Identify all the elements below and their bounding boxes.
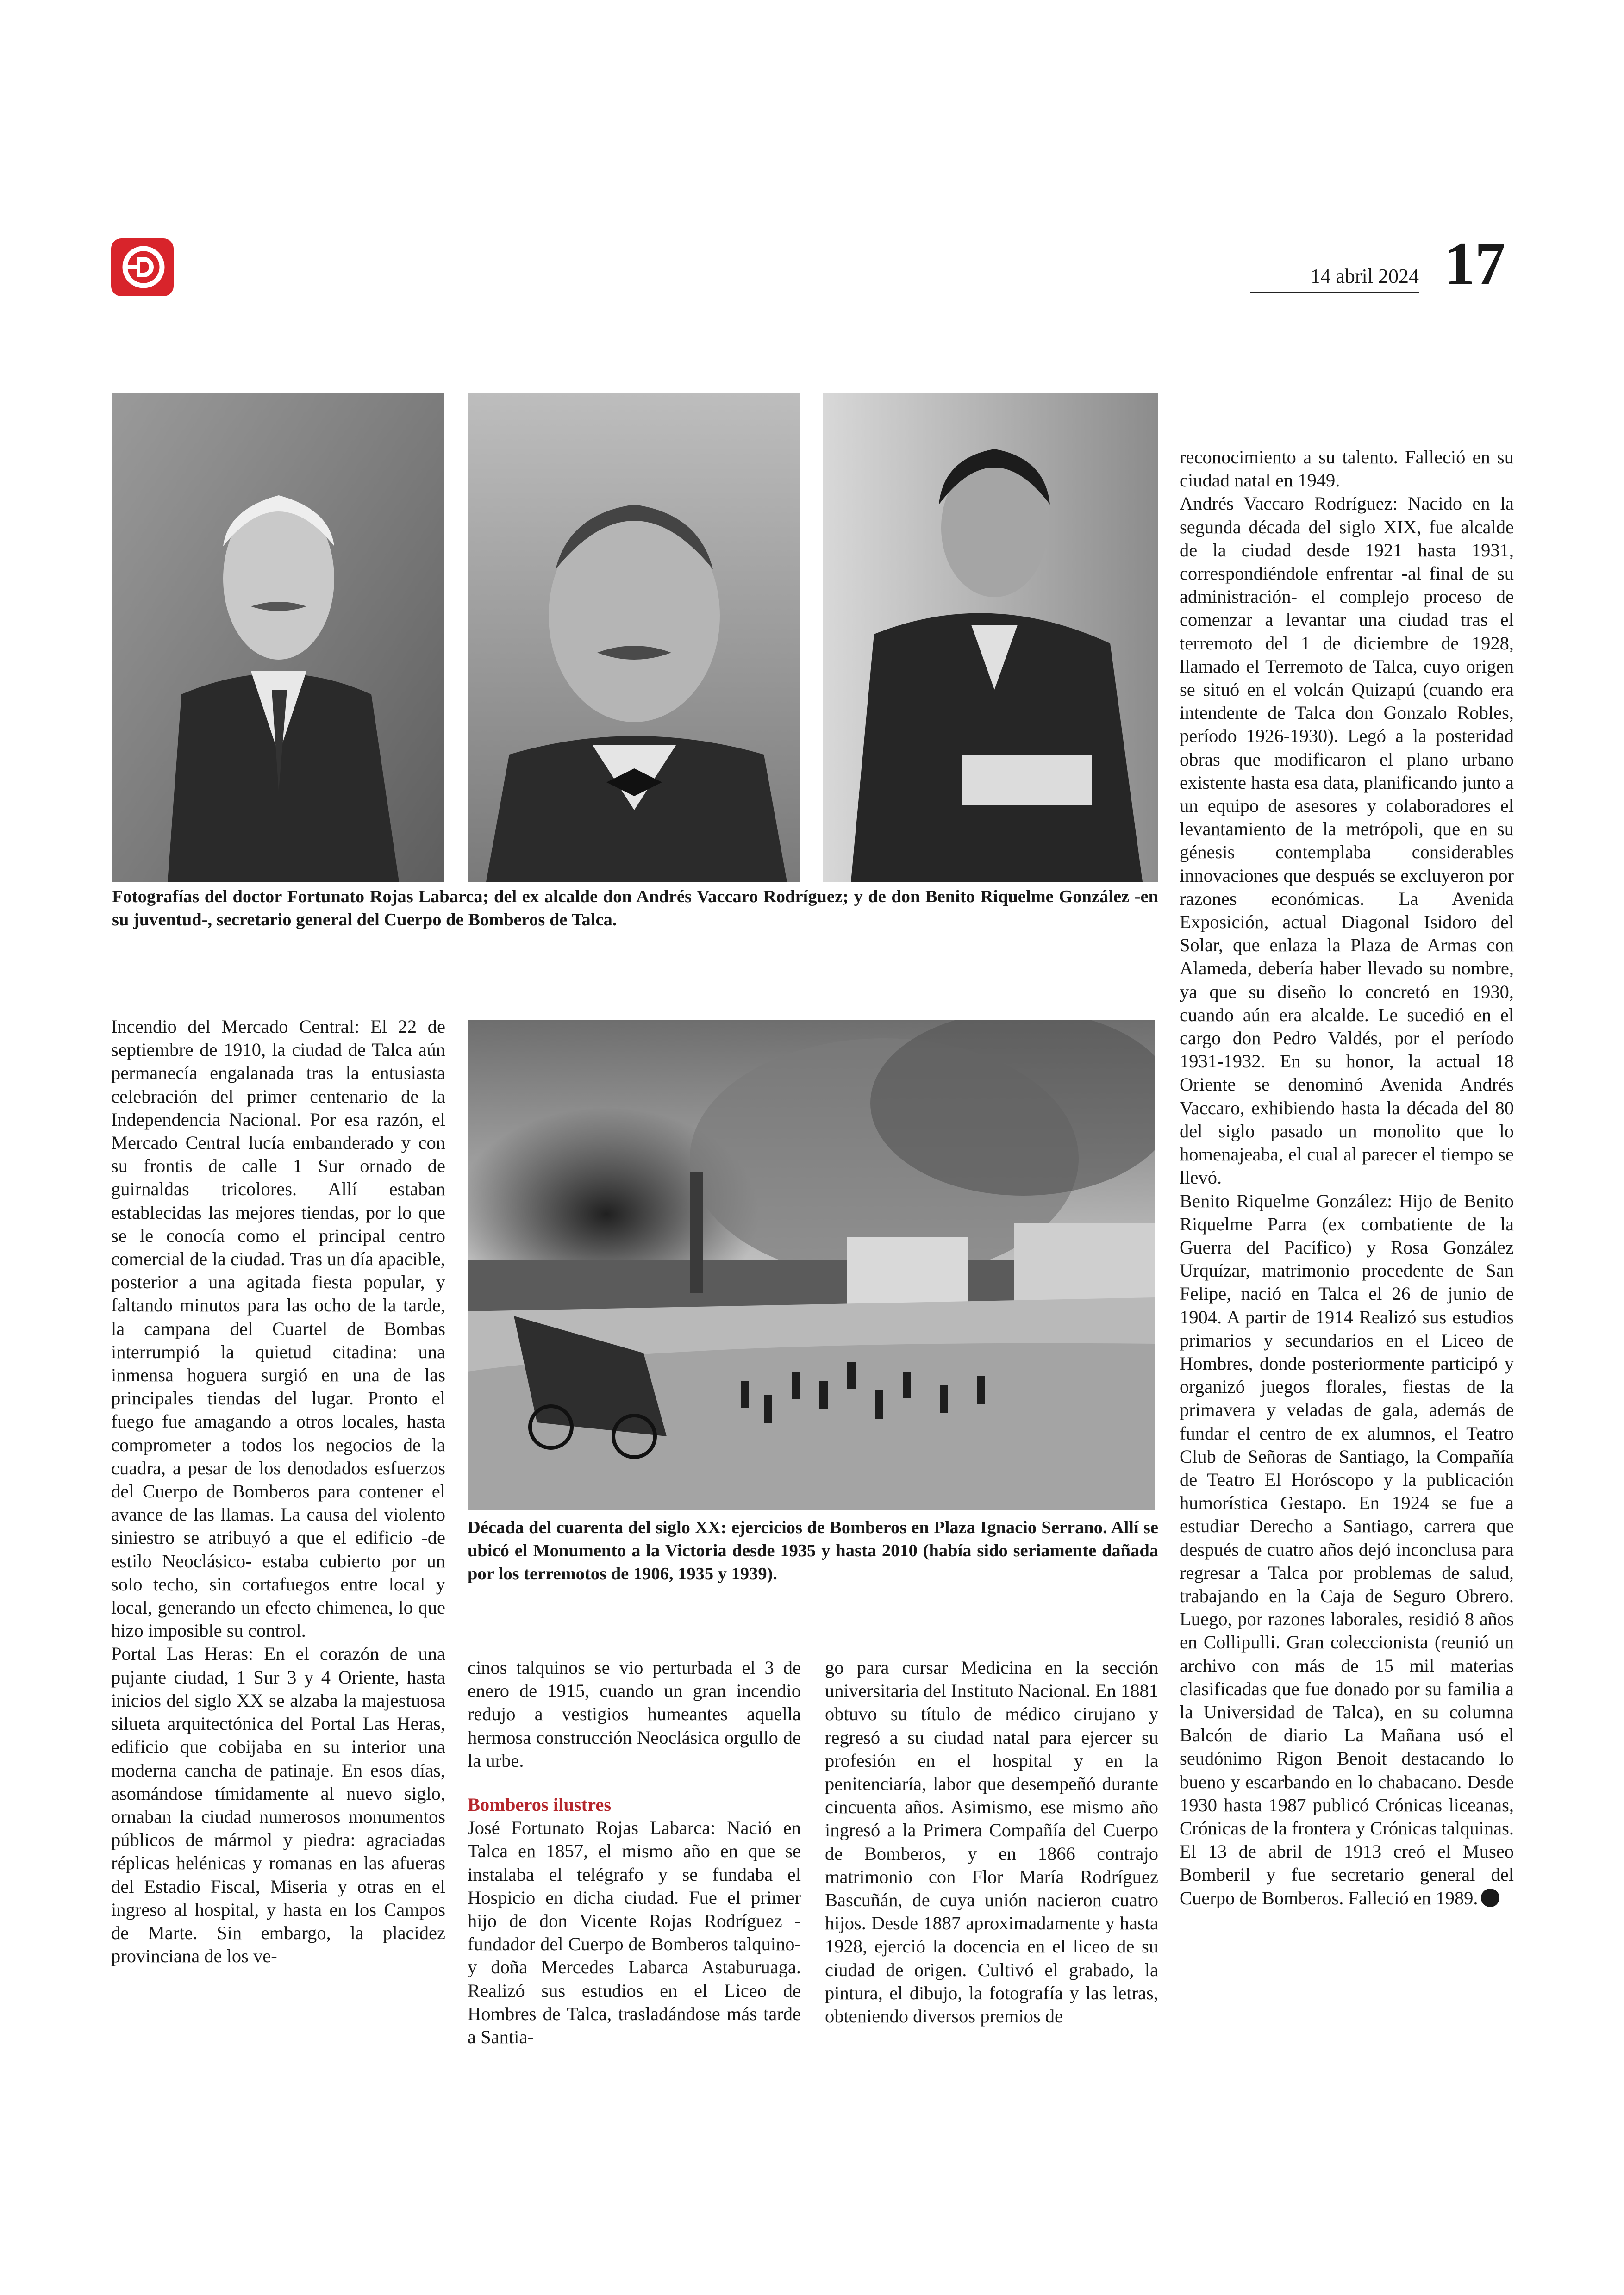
riquelme-text: Benito Riquelme González: Hijo de Benito Riquelme Parra (ex combatiente de la Guerra del Pacífico) y Rosa González Urquízar, matrimonio procedente de San Felipe, nació en Talca el 26 de junio de 1904. A partir de 1914 Realizó sus estudios primarios y secundarios en el Liceo de Hombres, donde posteriormente participó y organizó juegos florales, fiestas de la primavera y veladas de gala, además de fundar el centro de ex alumnos, el Teatro Club de Señoras de Santiago, la Compañía de Teatro El Horóscopo y la publicación humorística Gestapo. En 1924 se fue a estudiar Derecho a Santiago, carrera que después de cuatro años dejó inconclusa para regresar a Talca por problemas de salud, trabajando en la Caja de Seguro Obrero. Luego, por razones laborales, residió 8 años en Collipulli. Gran coleccionista (reunió un archivo con más de 15 mil materias clasificadas que fue donado por su familia a la Universidad de Talca), en su columna Balcón de diario La Mañana usó el seudónimo Rigon Benoit destacando lo bueno y escarbando en lo chabacano. Desde 1930 hasta 1987 publicó Crónicas liceanas, Crónicas de la frontera y Crónicas talquinas. El 13 de abril de 1913 creó el Museo Bomberil y fue secretario general del Cuerpo de Bomberos. Falleció en 1989. xyxy=(1180,1190,1514,1908)
paragraph-rojas-continuation: go para cursar Medicina en la sección universitaria del Instituto Nacional. En 1881 obtuvo su título de médico cirujano y regresó a su ciudad natal para ejercer su profesión en el hospital y en la penitenciaría, labor que desempeñó durante cincuenta años. Asimismo, ese mismo año ingresó a la Primera Compañía del Cuerpo de Bomberos, y en 1866 contrajo matrimonio con Flor María Rodríguez Bascuñán, de cuya unión nacieron cuatro hijos. Desde 1887 aproximadamente y hasta 1928, ejerció la docencia en el liceo de su ciudad de origen. Cultivó el grabado, la pintura, el dibujo, la fotografía y las letras, obteniendo diversos premios de xyxy=(825,1657,1158,2027)
paragraph-rojas-end: reconocimiento a su talento. Falleció en su ciudad natal en 1949. xyxy=(1180,447,1514,491)
portrait-photo-vaccaro xyxy=(468,393,800,882)
paragraph-portal-las-heras: Portal Las Heras: En el corazón de una pujante ciudad, 1 Sur 3 y 4 Oriente, hasta inicios del siglo XX se alzaba la majestuosa silueta arquitectónica del Portal Las Heras, edificio que cobijaba en su interior una moderna cancha de patinaje. En esos días, asomándose tímidamente al nuevo siglo, ornaban la ciudad numerosos monumentos públicos de mármol y piedra: agraciadas réplicas helénicas y romanas en las afueras del Estadio Fiscal, Miseria y otras en el ingreso al hospital, y hasta en los Campos de Marte. Sin embargo, la placidez provinciana de los ve- xyxy=(111,1643,445,1967)
diario-logo-icon xyxy=(111,238,174,296)
portrait-photo-riquelme xyxy=(823,393,1158,882)
fire-drill-photo xyxy=(468,1020,1155,1510)
portrait-photo-rojas xyxy=(112,393,444,882)
article-column-3 xyxy=(825,1656,1158,2028)
article-column-1 xyxy=(111,1015,445,1968)
newspaper-logo xyxy=(111,238,174,296)
section-subhead: Bomberos ilustres xyxy=(468,1794,612,1815)
paragraph-mercado-central: Incendio del Mercado Central: El 22 de septiembre de 1910, la ciudad de Talca aún permanecía engalanada tras la entusiasta celebración del primer centenario de la Independencia Nacional. Por esa razón, el Mercado Central lucía embanderado y con su frontis de calle 1 Sur ornado de guirnaldas tricolores. Allí estaban establecidas las mejores tiendas, por lo que se le conocía como el principal centro comercial de la ciudad. Tras un día apacible, posterior a una agitada fiesta popular, y faltando minutos para las ocho de la tarde, la campana del Cuartel de Bombas interrumpió la quietud citadina: una inmensa hoguera surgió en una de las principales tiendas del lugar. Pronto el fuego fue amagando a otros locales, hasta comprometer a todos los negocios de la cuadra, a pesar de los denodados esfuerzos del Cuerpo de Bomberos para contener el avance de las llamas. La causa del violento siniestro se atribuyó a que el edificio -de estilo Neoclásico- estaba cubierto por un solo techo, sin cortafuegos entre local y local, generando un efecto chimenea, lo que hizo imposible su control. xyxy=(111,1016,445,1641)
paragraph-portal-continuation: cinos talquinos se vio perturbada el 3 de enero de 1915, cuando un gran incendio redujo a vestigios humeantes aquella hermosa construcción Neoclásica orgullo de la urbe. xyxy=(468,1657,801,1771)
paragraph-vaccaro: Andrés Vaccaro Rodríguez: Nacido en la segunda década del siglo XIX, fue alcalde de la ciudad desde 1921 hasta 1931, correspondiéndole enfrentar -al final de su administración- el complejo proceso de comenzar a levantar una ciudad tras el terremoto del 1 de diciembre de 1928, llamado el Terremoto de Talca, cuyo origen se situó en el volcán Quizapú (cuando era intendente de Talca don Gonzalo Robles, período 1926-1930). Legó a la posteridad obras que modificaron el plano urbano existente hasta esa data, planificando junto a un equipo de asesores y colaboradores el levantamiento de la metrópoli, que en su génesis contemplaba considerables innovaciones que después se excluyeron por razones económicas. La Avenida Exposición, actual Diagonal Isidoro del Solar, que enlaza la Plaza de Armas con Alameda, debería haber llevado su nombre, ya que su diseño lo concretó en 1930, cuando aún era alcalde. Le sucedió en el cargo don Pedro Valdés, por el período 1931-1932. En su honor, la actual 18 Oriente se denominó Avenida Andrés Vaccaro, exhibiendo hasta la década del 80 del siglo pasado un monolito que lo homenajeaba, el cual al parecer el tiempo se llevó. xyxy=(1180,493,1514,1188)
article-column-2 xyxy=(468,1656,801,2049)
fire-drill-caption: Década del cuarenta del siglo XX: ejercicios de Bomberos en Plaza Ignacio Serrano. Allí se ubicó el Monumento a la Victoria desde 1935 y hasta 2010 (había sido seriamente dañada por los terremotos de 1906, 1935 y 1939). xyxy=(468,1518,1158,1584)
issue-date: 14 abril 2024 xyxy=(1250,265,1419,293)
article-column-4 xyxy=(1180,446,1514,1910)
end-of-article-icon xyxy=(1481,1889,1499,1907)
paragraph-riquelme xyxy=(1180,1190,1514,1910)
portraits-caption: Fotografías del doctor Fortunato Rojas Labarca; del ex alcalde don Andrés Vaccaro Rodríguez; y de don Benito Riquelme González -en su juventud-, secretario general del Cuerpo de Bomberos de Talca. xyxy=(112,887,1158,929)
paragraph-rojas-labarca: José Fortunato Rojas Labarca: Nació en Talca en 1857, el mismo año en que se instalaba el telégrafo y se fundaba el Hospicio en dicha ciudad. Fue el primer hijo de don Vicente Rojas Rodríguez -fundador del Cuerpo de Bomberos talquino- y doña Mercedes Labarca Astaburuaga. Realizó sus estudios en el Liceo de Hombres de Talca, trasladándose más tarde a Santia- xyxy=(468,1817,801,2048)
page-number: 17 xyxy=(1444,230,1505,298)
